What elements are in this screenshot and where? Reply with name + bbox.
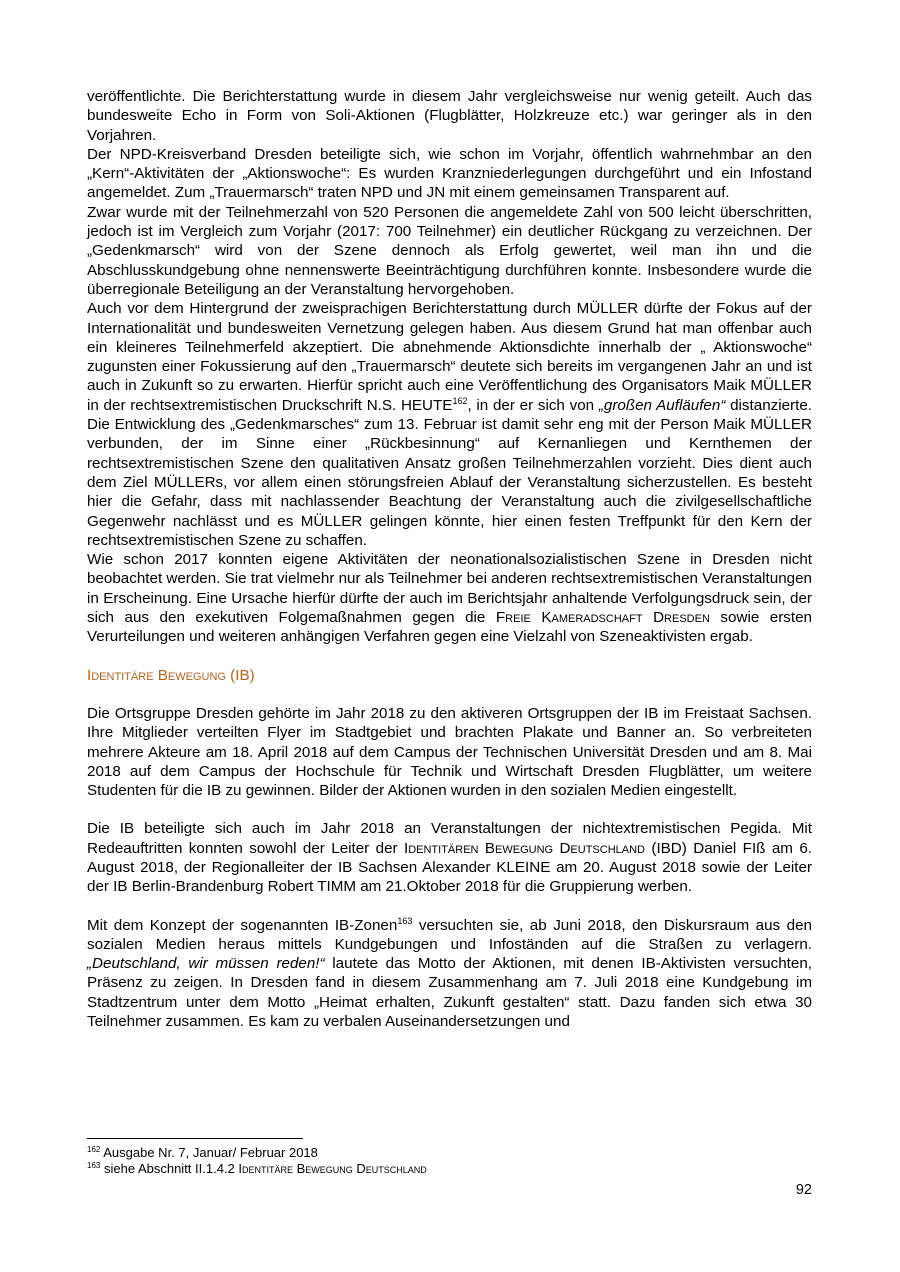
organization-name: Identitäre Bewegung Deutschland (238, 1160, 427, 1176)
footnote-text: siehe Abschnitt II.1.4.2 (100, 1160, 239, 1176)
text-span: , in der er sich von (467, 396, 599, 414)
footnote-ref[interactable]: 162 (452, 395, 468, 406)
paragraph: Der NPD-Kreisverband Dresden beteiligte sich, wie schon im Vorjahr, öffentlich wahrnehmbar an den „Kern“-Aktivitäten der „Aktionswoche“: Es wurden Kranzniederlegungen durchgeführt und ein Infostand angemeldet. Zum „Trauermarsch“ traten NPD und JN mit einem gemeinsamen Transparent auf. (87, 145, 812, 202)
quote-emphasis: „Deutschland, wir müssen reden!“ (87, 955, 325, 973)
text-span: (IBD) Daniel FIß am 6. August 2018, der Regionalleiter der IB Sachsen Alexander KLEINE am 20. August 2018 sowie der Leiter der IB Berlin-Brandenburg Robert TIMM am 21.Oktober 2018 für die Gruppierung werben. (87, 839, 812, 896)
footnote-162 (87, 1145, 812, 1161)
paragraph: Die Ortsgruppe Dresden gehörte im Jahr 2018 zu den aktiveren Ortsgruppen der IB im Freistaat Sachsen. Ihre Mitglieder verteilten Flyer im Stadtgebiet und brachten Plakate und Banner an. So verbreiteten mehrere Akteure am 18. April 2018 auf dem Campus der Technischen Universität Dresden und am 8. Mai 2018 auf dem Campus der Hochschule für Technik und Wirtschaft Dresden Flugblätter, um weitere Studenten für die IB zu gewinnen. Bilder der Aktionen wurden in den sozialen Medien eingestellt. (87, 704, 812, 800)
paragraph: veröffentlichte. Die Berichterstattung wurde in diesem Jahr vergleichsweise nur wenig geteilt. Auch das bundesweite Echo in Form von Soli-Aktionen (Flugblätter, Holzkreuze etc.) war geringer als in den Vorjahren. (87, 88, 812, 144)
organization-name: Freie Kameradschaft Dresden (495, 609, 710, 627)
footnote-163 (87, 1161, 812, 1177)
footnotes (87, 1138, 812, 1176)
section-heading: Identitäre Bewegung (IB) (87, 666, 255, 684)
text-span: versuchten sie, ab Juni 2018, den Diskursraum aus den sozialen Medien heraus mittels Kundgebungen und Infoständen auf die Straßen zu verlagern. (87, 916, 812, 953)
paragraph (87, 916, 812, 1032)
text-span: sowie ersten Verurteilungen und weiteren anhängigen Verfahren gegen eine Vielzahl von Szeneaktivisten ergab. (87, 609, 812, 646)
text-span: distanzierte. Die Entwicklung des „Gedenkmarsches“ zum 13. Februar ist damit sehr eng mit der Person Maik MÜLLER verbunden, der im Sinne einer „Rückbesinnung“ auf Kernanliegen und Kernthemen der rechtsextremistischen Szene den qualitativen Ansatz großen Teilnehmerzahlen vorzieht. Dies dient auch dem Ziel MÜLLERs, vor allem einen störungsfreien Ablauf der Veranstaltung sicherzustellen. Es besteht hier die Gefahr, dass mit nachlassender Beachtung der Veranstaltung auch die zivilgesellschaftliche Gegenwehr nachlässt und es MÜLLER gelingen könnte, hier einen festen Treffpunkt für den Kern der rechtsextremistischen Szene zu schaffen. (87, 396, 812, 549)
text-span: Mit dem Konzept der sogenannten IB-Zonen (87, 916, 398, 934)
quote-emphasis: „großen Aufläufen“ (598, 396, 726, 414)
text-span: Wie schon 2017 konnten eigene Aktivitäten der neonationalsozialistischen Szene in Dresden nicht beobachtet werden. Sie trat vielmehr nur als Teilnehmer bei anderen rechtsextremistischen Veranstaltungen in Erscheinung. Eine Ursache hierfür dürfte der auch im Berichtsjahr anhaltende Verfolgungsdruck sein, der sich aus den exekutiven Folgemaßnahmen gegen die (87, 551, 812, 627)
footnote-number: 163 (87, 1160, 101, 1170)
document-body (87, 87, 812, 1031)
footnote-divider (87, 1138, 303, 1139)
paragraph (87, 819, 812, 896)
text-span: Auch vor dem Hintergrund der zweisprachigen Berichterstattung durch MÜLLER dürfte der Fokus auf der Internationalität und bundesweiten Vernetzung gelegen haben. Aus diesem Grund hat man offenbar auch ein kleineres Teilnehmerfeld akzeptiert. Die abnehmende Aktionsdichte innerhalb der „ Aktionswoche“ zugunsten einer Fokussierung auf den „Trauermarsch“ deutete sich bereits im vergangenen Jahr an und ist auch in Zukunft so zu erwarten. Hierfür spricht auch eine Veröffentlichung des Organisators Maik MÜLLER in der rechtsextremistischen Druckschrift N.S. HEUTE (87, 300, 812, 414)
page-number: 92 (795, 1182, 812, 1198)
footnote-text: Ausgabe Nr. 7, Januar/ Februar 2018 (100, 1145, 318, 1160)
paragraph: Zwar wurde mit der Teilnehmerzahl von 520 Personen die angemeldete Zahl von 500 leicht überschritten, jedoch ist im Vergleich zum Vorjahr (2017: 700 Teilnehmer) ein deutlicher Rückgang zu verzeichnen. Der „Gedenkmarsch“ wird von der Szene dennoch als Erfolg gewertet, weil man ihn und die Abschlusskundgebung ohne nennenswerte Beeinträchtigung durchführen konnte. Insbesondere wurde die überregionale Beteiligung an der Veranstaltung hervorgehoben. (87, 203, 812, 298)
organization-name: Identitären Bewegung Deutschland (403, 839, 645, 857)
text-span: Die IB beteiligte sich auch im Jahr 2018 an Veranstaltungen der nichtextremistischen Pegida. Mit Redeauftritten konnten sowohl der Leiter der (87, 820, 812, 857)
paragraph (87, 550, 812, 646)
footnote-ref[interactable]: 163 (397, 915, 413, 926)
text-span: lautete das Motto der Aktionen, mit denen IB-Aktivisten versuchten, Präsenz zu zeigen. In Dresden fand in diesem Zusammenhang am 7. Juli 2018 eine Kundgebung im Stadtzentrum unter dem Motto „Heimat erhalten, Zukunft gestalten“ statt. Dazu fanden sich etwa 30 Teilnehmer zusammen. Es kam zu verbalen Auseinandersetzungen und (87, 955, 812, 1031)
footnote-number: 162 (87, 1145, 101, 1154)
paragraph (87, 299, 812, 550)
